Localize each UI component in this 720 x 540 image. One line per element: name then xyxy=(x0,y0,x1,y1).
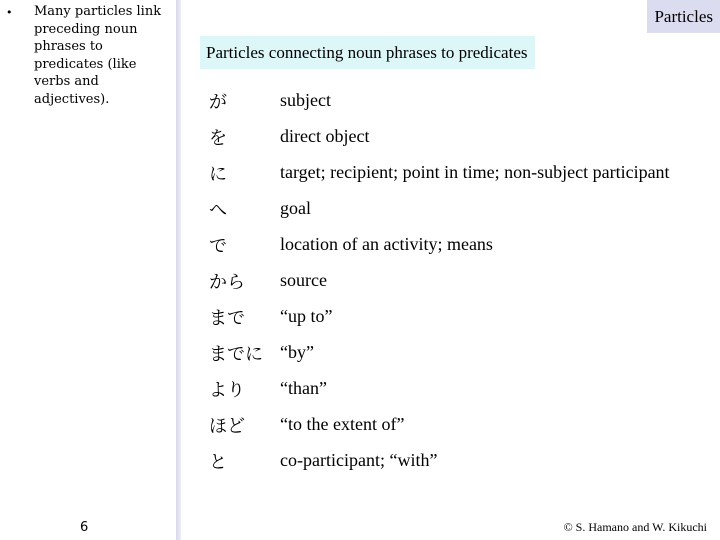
particle-meaning: goal xyxy=(280,198,311,218)
particle-term: へ xyxy=(209,200,227,221)
particle-term: まで xyxy=(209,308,245,329)
particle-term: より xyxy=(209,380,245,401)
particle-term: ほど xyxy=(209,416,245,437)
bullet-marker: • xyxy=(6,6,13,19)
sidebar xyxy=(0,0,176,540)
particle-meaning: co-participant; “with” xyxy=(280,450,438,470)
particle-term: が xyxy=(209,92,227,113)
copyright-notice: © S. Hamano and W. Kikuchi xyxy=(563,520,707,534)
particle-term: と xyxy=(209,452,227,473)
particle-meaning: subject xyxy=(280,90,331,110)
particle-term: で xyxy=(209,236,227,257)
page-number: 6 xyxy=(80,520,89,535)
particle-term: までに xyxy=(209,344,263,365)
particle-term: を xyxy=(209,128,227,149)
particle-meaning: source xyxy=(280,270,327,290)
page-title: Particles connecting noun phrases to predicates xyxy=(200,36,535,69)
sidebar-divider xyxy=(176,0,181,540)
particle-term: から xyxy=(209,272,245,293)
particle-meaning: “by” xyxy=(280,342,314,362)
particle-meaning: “up to” xyxy=(280,306,333,326)
particle-meaning: “than” xyxy=(280,378,327,398)
particle-meaning: location of an activity; means xyxy=(280,234,493,254)
sidebar-bullet-text: Many particles link preceding noun phrases to predicates (like verbs and adjectives). xyxy=(34,4,162,107)
section-label: Particles xyxy=(647,0,720,33)
particle-meaning: “to the extent of” xyxy=(280,414,405,434)
particle-meaning: target; recipient; point in time; non-subject participant xyxy=(280,162,670,182)
particle-meaning: direct object xyxy=(280,126,370,146)
particle-term: に xyxy=(209,164,227,185)
